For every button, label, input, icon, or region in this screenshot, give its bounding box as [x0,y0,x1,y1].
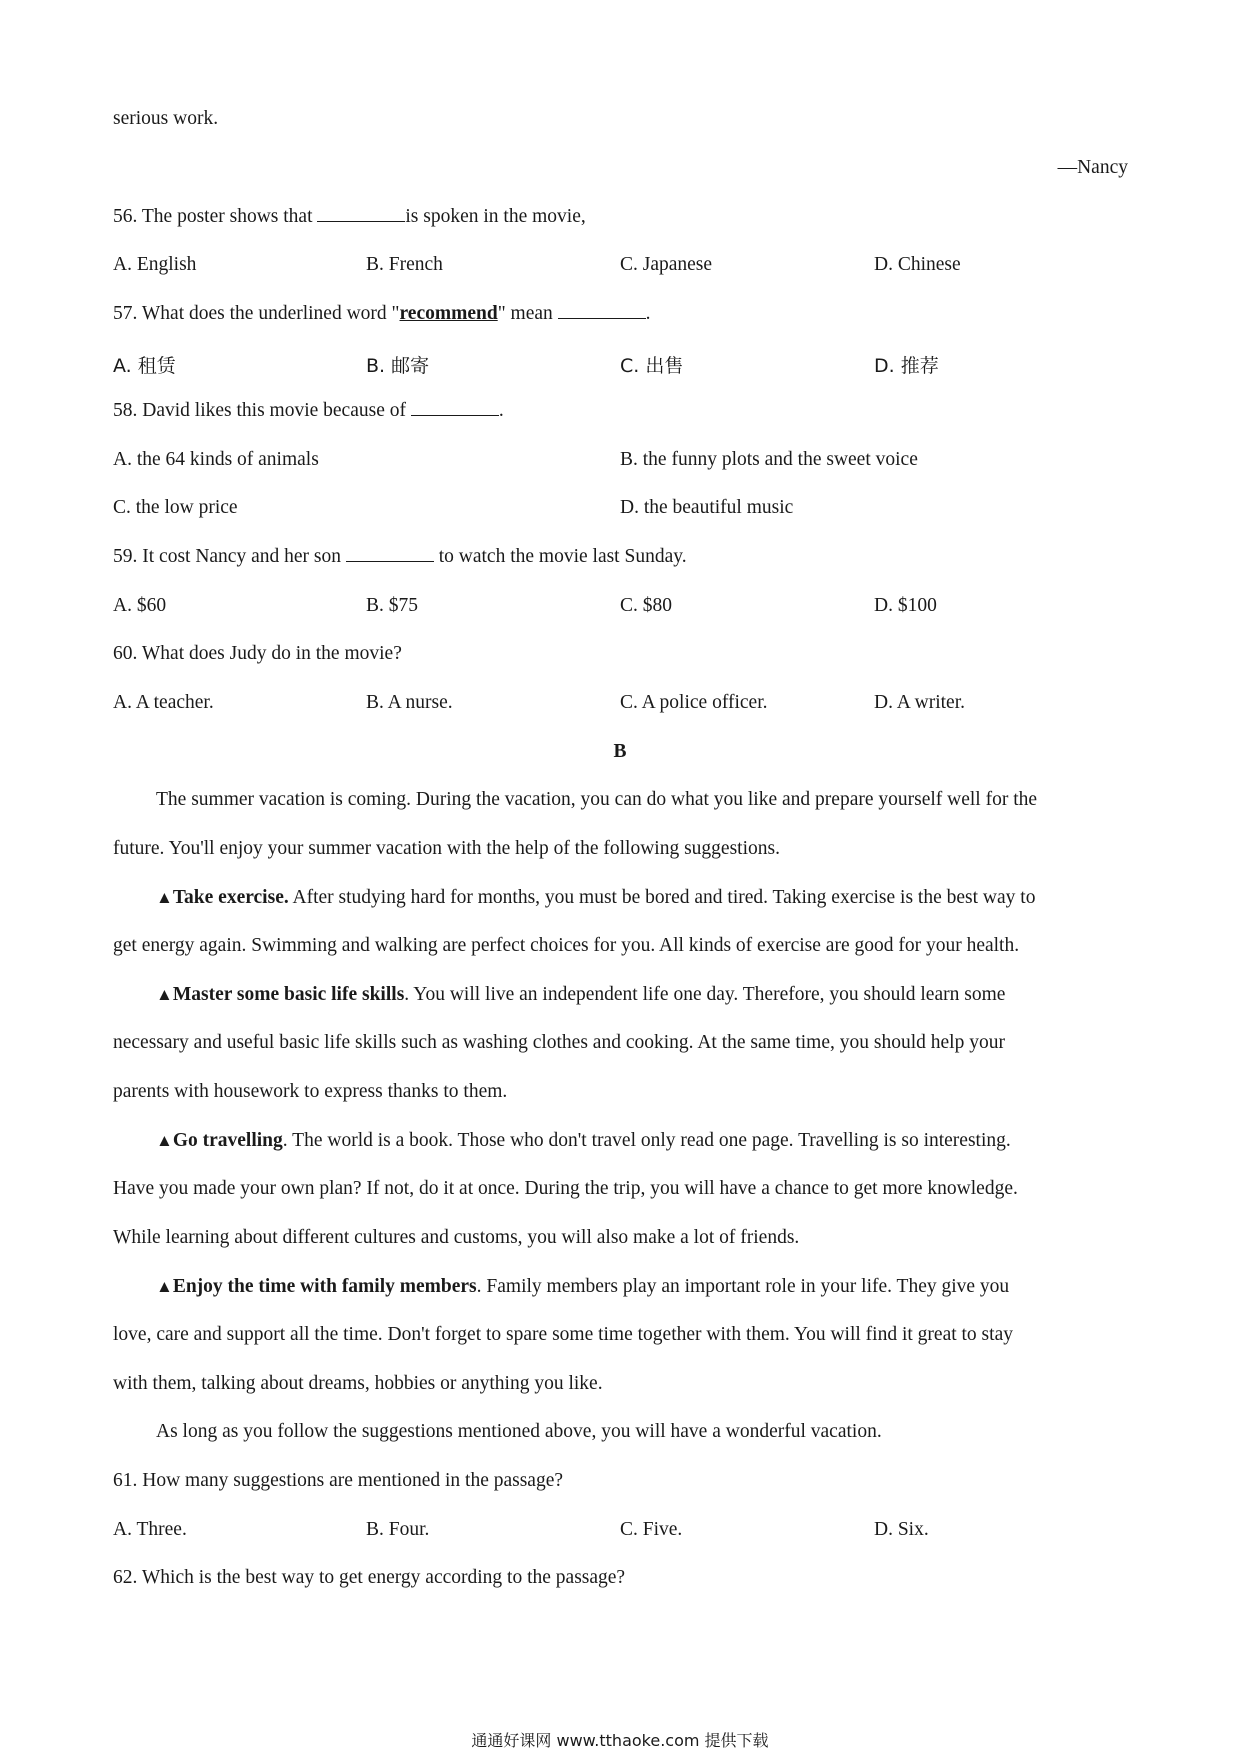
suggestion-1 [156,887,1035,909]
passage-intro-line-1: The summer vacation is coming. During the vacation, you can do what you like and prepare yourself well for the [156,789,1038,810]
q59-option-c: C. $80 [620,595,673,616]
signature: —Nancy [1057,157,1128,178]
question-61: 61. How many suggestions are mentioned in the passage? [113,1470,564,1491]
answer-blank [558,303,646,319]
suggestion-2 [156,984,1005,1006]
passage-conclusion: As long as you follow the suggestions mentioned above, you will have a wonderful vacation. [156,1421,882,1442]
q60-option-a: A. A teacher. [113,692,214,713]
answer-blank [411,400,499,416]
q59-option-b: B. $75 [366,595,419,616]
q56-option-a: A. English [113,254,197,275]
q59-stem-after: to watch the movie last Sunday. [433,546,687,567]
suggestion-2-line-2: necessary and useful basic life skills such as washing clothes and cooking. At the same time, you should help your [113,1032,1005,1053]
q60-option-d: D. A writer. [874,692,965,713]
passage-intro-line-2: future. You'll enjoy your summer vacation with the help of the following suggestions. [113,838,780,859]
question-56 [113,206,586,228]
q57-option-c: C. 出售 [620,355,684,377]
q57-option-d: D. 推荐 [874,355,939,377]
section-heading: B [613,741,627,762]
triangle-bullet-icon: ▲ [156,985,173,1004]
answer-blank [346,546,434,562]
suggestion-4-line-3: with them, talking about dreams, hobbies or anything you like. [113,1373,603,1394]
triangle-bullet-icon: ▲ [156,1277,173,1296]
suggestion-2-line-3: parents with housework to express thanks to them. [113,1081,508,1102]
triangle-bullet-icon: ▲ [156,888,173,907]
q58-option-a: A. the 64 kinds of animals [113,449,319,470]
q57-stem-before: 57. What does the underlined word " [113,303,400,324]
q58-stem-before: 58. David likes this movie because of [113,400,411,421]
question-59 [113,546,687,568]
q58-option-b: B. the funny plots and the sweet voice [620,449,918,470]
q59-stem-before: 59. It cost Nancy and her son [113,546,346,567]
suggestion-4-heading: Enjoy the time with family members [172,1276,477,1297]
suggestion-3 [156,1130,1011,1152]
question-62: 62. Which is the best way to get energy according to the passage? [113,1567,626,1588]
triangle-bullet-icon: ▲ [156,1131,173,1150]
q56-option-d: D. Chinese [874,254,961,275]
q61-option-c: C. Five. [620,1519,683,1540]
underlined-word: recommend [399,303,498,324]
question-60: 60. What does Judy do in the movie? [113,643,402,664]
suggestion-1-text: After studying hard for months, you must be bored and tired. Taking exercise is the best way to [288,887,1036,908]
question-57 [113,303,651,325]
q59-option-d: D. $100 [874,595,937,616]
q60-option-c: C. A police officer. [620,692,768,713]
q56-option-c: C. Japanese [620,254,713,275]
q59-option-a: A. $60 [113,595,167,616]
suggestion-3-line-2: Have you made your own plan? If not, do it at once. During the trip, you will have a chance to get more knowledge. [113,1178,1018,1199]
q57-option-b: B. 邮寄 [366,355,430,377]
q61-option-a: A. Three. [113,1519,187,1540]
q61-option-d: D. Six. [874,1519,929,1540]
q57-stem-end: . [645,303,651,324]
suggestion-3-text: . The world is a book. Those who don't travel only read one page. Travelling is so interesting. [282,1130,1011,1151]
q56-option-b: B. French [366,254,443,275]
q58-option-c: C. the low price [113,497,238,518]
q57-stem-after: " mean [497,303,558,324]
answer-blank [317,206,405,222]
suggestion-4-text: . Family members play an important role in your life. They give you [476,1276,1010,1297]
suggestion-3-heading: Go travelling [172,1130,283,1151]
suggestion-4-line-2: love, care and support all the time. Don't forget to spare some time together with them. You will find it great to stay [113,1324,1013,1345]
passage-fragment: serious work. [113,108,219,129]
suggestion-2-heading: Master some basic life skills [172,984,405,1005]
suggestion-1-heading: Take exercise. [172,887,289,908]
q58-stem-end: . [498,400,504,421]
suggestion-3-line-3: While learning about different cultures and customs, you will also make a lot of friends. [113,1227,800,1248]
suggestion-1-line-2: get energy again. Swimming and walking are perfect choices for you. All kinds of exercise are good for your health. [113,935,1020,956]
suggestion-2-text: . You will live an independent life one day. Therefore, you should learn some [404,984,1006,1005]
suggestion-4 [156,1276,1009,1298]
q61-option-b: B. Four. [366,1519,430,1540]
q57-option-a: A. 租赁 [113,355,176,377]
q58-option-d: D. the beautiful music [620,497,794,518]
question-58 [113,400,504,422]
q56-stem-before: 56. The poster shows that [113,206,318,227]
page-footer: 通通好课网 www.tthaoke.com 提供下载 [471,1731,769,1750]
q60-option-b: B. A nurse. [366,692,453,713]
q56-stem-after: is spoken in the movie, [405,206,586,227]
